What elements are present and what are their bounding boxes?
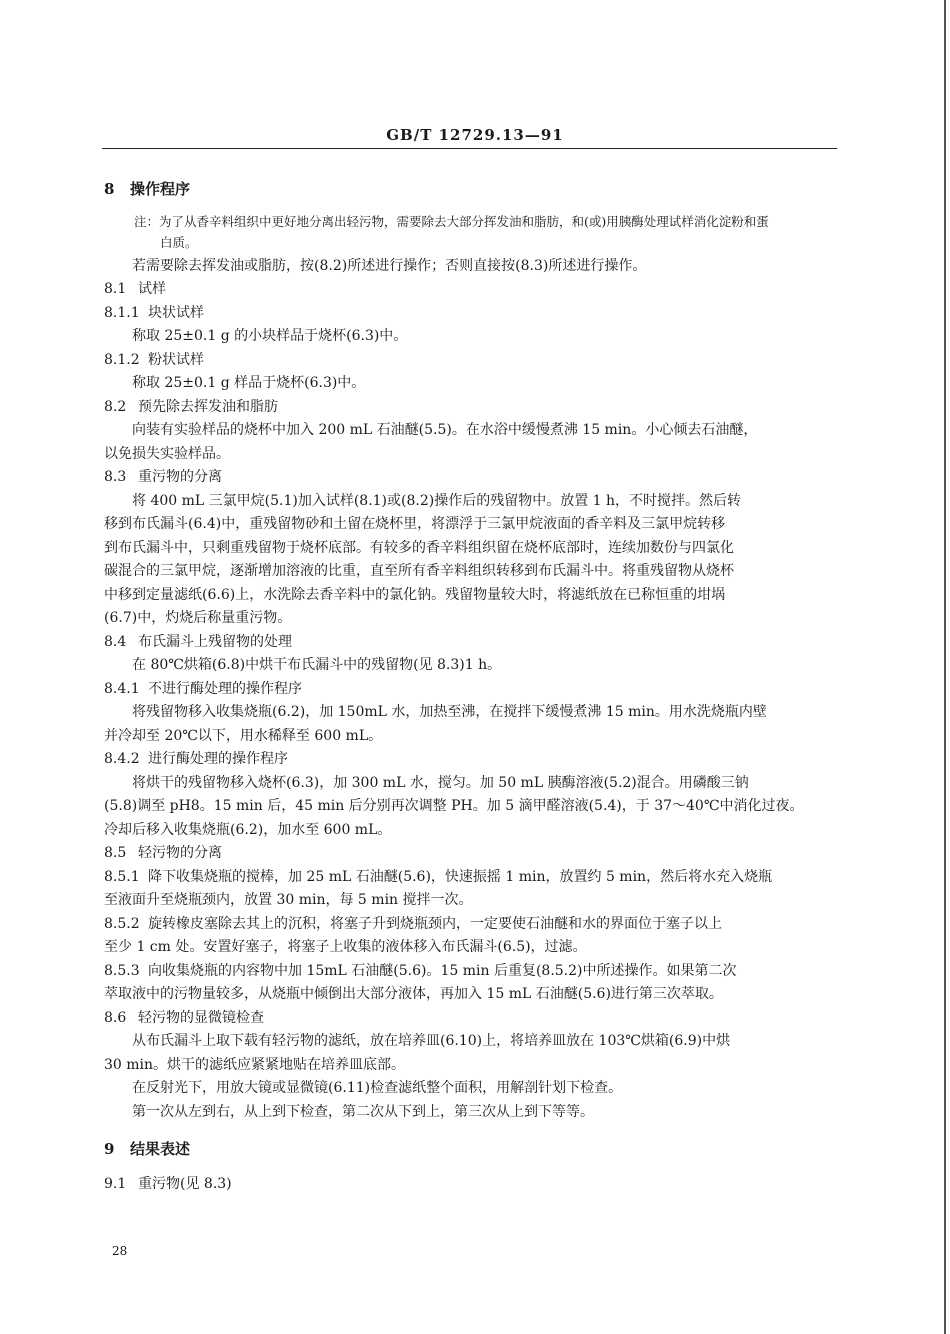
section-8-4-line: 在 80℃烘箱(6.8)中烘干布氏漏斗中的残留物(见 8.3)1 h。 (132, 657, 502, 673)
section-8-3-line: 中移到定量滤纸(6.6)上，水洗除去香辛料中的氯化钠。残留物量较大时，将滤纸放在已称恒重的坩埚 (104, 586, 726, 603)
page-number: 28 (112, 1244, 128, 1258)
document-body (104, 178, 838, 1196)
section-8-6-line: 从布氏漏斗上取下载有轻污物的滤纸，放在培养皿(6.10)上，将培养皿放在 103℃烘箱(6.9)中烘 (132, 1033, 731, 1049)
section-8-3-heading: 8.3 重污物的分离 (104, 469, 222, 485)
section-8-1-heading: 8.1 试样 (104, 281, 166, 297)
section-8-5-1-line: 至液面升至烧瓶颈内，放置 30 min，每 5 min 搅拌一次。 (104, 892, 473, 908)
section-8-3-line: 碳混合的三氯甲烷，逐渐增加溶液的比重，直至所有香辛料组织转移到布氏漏斗中。将重残留物从烧杯 (104, 563, 734, 579)
section-8-2-heading: 8.2 预先除去挥发油和脂肪 (104, 398, 278, 415)
section-8-6-line: 30 min。烘干的滤纸应紧紧地贴在培养皿底部。 (104, 1056, 406, 1073)
section-8-3-line: 将 400 mL 三氯甲烷(5.1)加入试样(8.1)或(8.2)操作后的残留物中。放置 1 h，不时搅拌。然后转 (132, 492, 742, 509)
section-8-5-2-line: 8.5.2 旋转橡皮塞除去其上的沉积，将塞子升到烧瓶颈内，一定要使石油醚和水的界面位于塞子以上 (104, 915, 722, 932)
section-8-1-1-body: 称取 25±0.1 g 的小块样品于烧杯(6.3)中。 (132, 328, 408, 344)
section-8-5-heading: 8.5 轻污物的分离 (104, 845, 222, 861)
section-8-3-line: (6.7)中，灼烧后称量重污物。 (104, 610, 292, 626)
section-8-4-1-line: 将残留物移入收集烧瓶(6.2)，加 150mL 水，加热至沸，在搅拌下缓慢煮沸 15 min。用水洗烧瓶内壁 (132, 704, 767, 720)
section-8-1-2-body: 称取 25±0.1 g 样品于烧杯(6.3)中。 (132, 375, 366, 391)
section-8-1-1-heading: 8.1.1 块状试样 (104, 304, 204, 321)
document-code-header: GB/T 12729.13—91 (386, 126, 564, 144)
section-8-4-1-heading: 8.4.1 不进行酶处理的操作程序 (104, 680, 302, 697)
section-8-2-line: 向装有实验样品的烧杯中加入 200 mL 石油醚(5.5)。在水浴中缓慢煮沸 15 min。小心倾去石油醚， (132, 422, 758, 438)
section-8-4-2-line: (5.8)调至 pH8。15 min 后，45 min 后分别再次调整 PH。加 5 滴甲醛溶液(5.4)，于 37～40℃中消化过夜。 (104, 798, 804, 814)
section-8-6-heading: 8.6 轻污物的显微镜检查 (104, 1009, 264, 1026)
section-8-6-line: 在反射光下，用放大镜或显微镜(6.11)检查滤纸整个面积，用解剖针划下检查。 (132, 1080, 623, 1096)
section-8-5-1-line: 8.5.1 降下收集烧瓶的搅棒，加 25 mL 石油醚(5.6)，快速振摇 1 min，放置约 5 min，然后将水充入烧瓶 (104, 868, 773, 885)
section-8-4-1-line: 并冷却至 20℃以下，用水稀释至 600 mL。 (104, 727, 383, 744)
section-9-1-heading: 9.1 重污物(见 8.3) (104, 1175, 232, 1192)
section-8-4-2-heading: 8.4.2 进行酶处理的操作程序 (104, 751, 288, 767)
section-8-heading: 8 操作程序 (104, 180, 191, 198)
header-rule (102, 148, 837, 149)
section-8-4-2-line: 冷却后移入收集烧瓶(6.2)，加水至 600 mL。 (104, 821, 392, 838)
scan-edge-line (944, 0, 946, 1334)
section-8-4-2-line: 将烘干的残留物移入烧杯(6.3)，加 300 mL 水，搅匀。加 50 mL 胰酶溶液(5.2)混合。用磷酸三钠 (132, 774, 749, 791)
section-8-1-2-heading: 8.1.2 粉状试样 (104, 351, 204, 368)
section-8-5-2-line: 至少 1 cm 处。安置好塞子，将塞子上收集的液体移入布氏漏斗(6.5)，过滤。 (104, 939, 587, 955)
section-9-heading: 9 结果表述 (104, 1140, 191, 1158)
section-8-note: 注：为了从香辛料组织中更好地分离出轻污物，需要除去大部分挥发油和脂肪，和(或)用胰酶处理试样消化淀粉和蛋 白质。 (134, 213, 769, 250)
section-8-intro: 若需要除去挥发油或脂肪，按(8.2)所述进行操作；否则直接按(8.3)所述进行操作。 (132, 257, 647, 274)
section-8-6-line: 第一次从左到右，从上到下检查，第二次从下到上，第三次从上到下等等。 (132, 1103, 594, 1120)
spacer (104, 1162, 838, 1173)
section-8-5-3-line: 8.5.3 向收集烧瓶的内容物中加 15mL 石油醚(5.6)。15 min 后重复(8.5.2)中所述操作。如果第二次 (104, 962, 737, 979)
section-8-5-3-line: 萃取液中的污物量较多，从烧瓶中倾倒出大部分液体，再加入 15 mL 石油醚(5.6)进行第三次萃取。 (104, 986, 723, 1002)
section-8-2-line: 以免损失实验样品。 (104, 445, 230, 462)
section-8-3-line: 到布氏漏斗中，只剩重残留物于烧杯底部。有较多的香辛料组织留在烧杯底部时，连续加数份与四氯化 (104, 539, 734, 556)
section-8-3-line: 移到布氏漏斗(6.4)中，重残留物砂和土留在烧杯里，将漂浮于三氯甲烷液面的香辛料及三氯甲烷转移 (104, 516, 726, 532)
section-8-4-heading: 8.4 布氏漏斗上残留物的处理 (104, 633, 292, 650)
